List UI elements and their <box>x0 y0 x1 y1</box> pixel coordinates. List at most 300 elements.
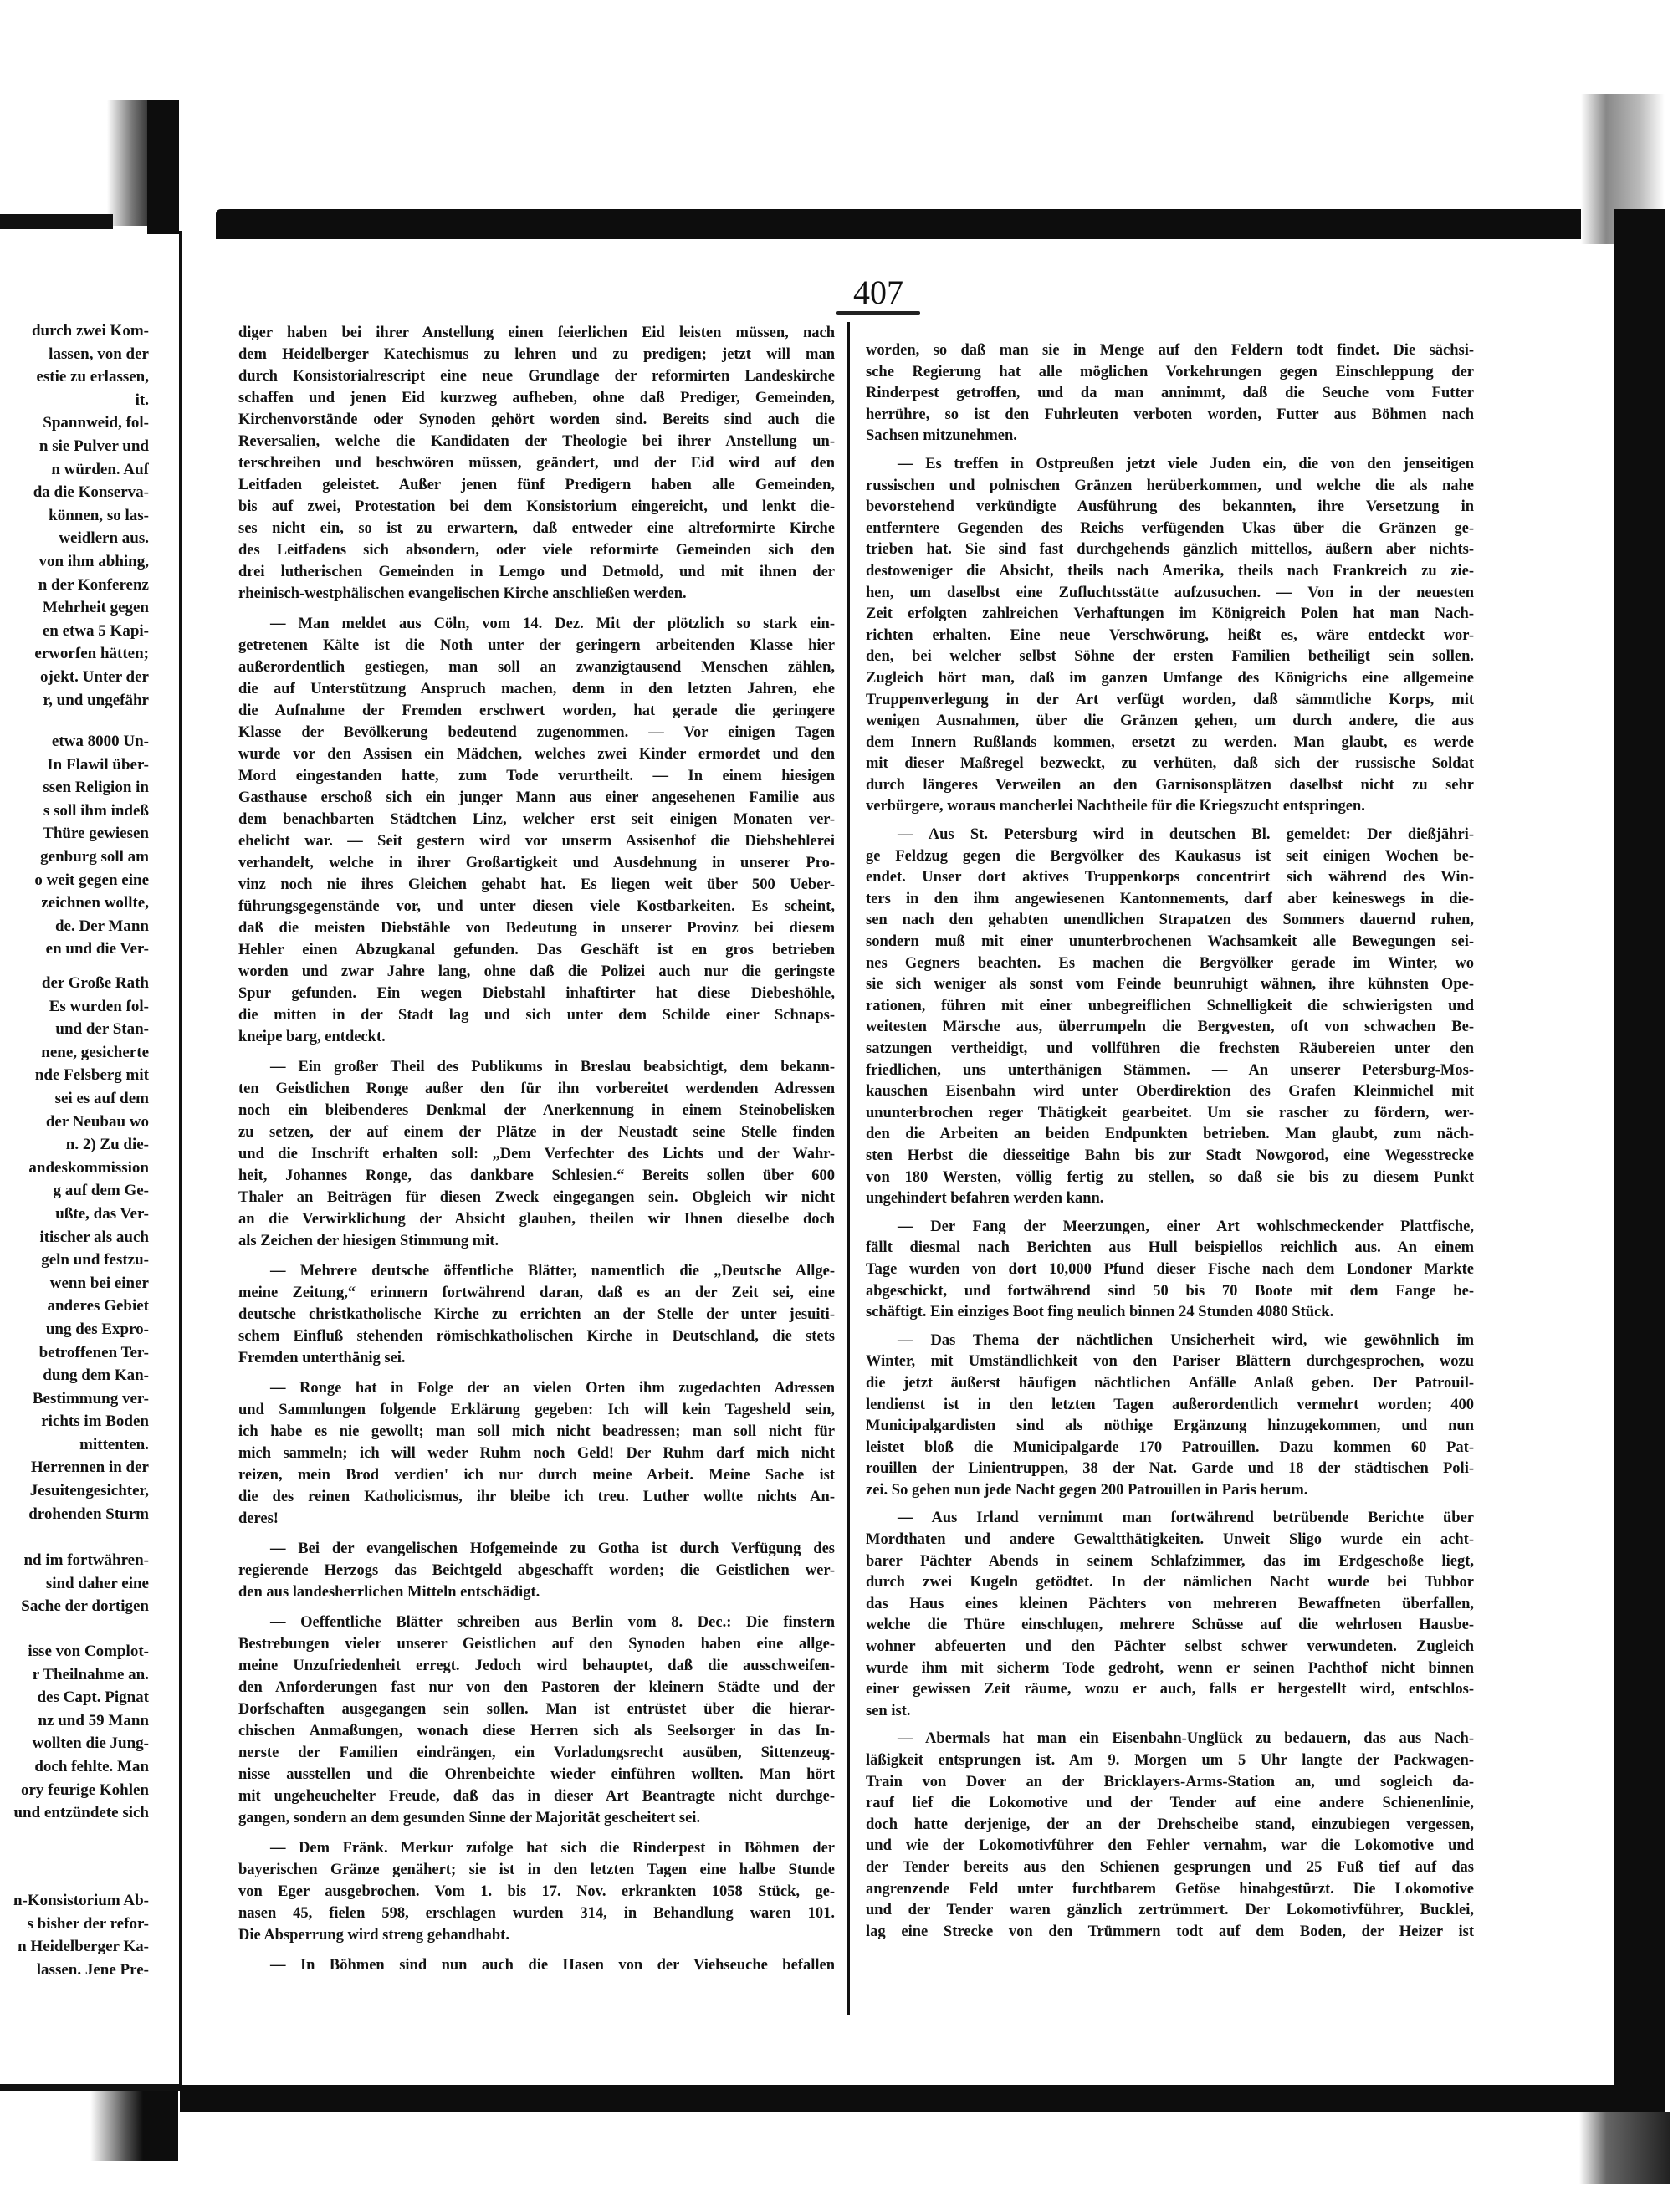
text-line: die des reinen Katholicismus, ihr bleibe ich treu. Luther wollte nichts An- <box>238 1489 835 1505</box>
text-line: und die Inschrift erhalten soll: „Dem Verfechter des Lichts und der Wahr- <box>238 1146 835 1162</box>
text-line-content: n der Konferenz <box>38 575 149 594</box>
text-line: — Dem Fränk. Merkur zufolge hat sich die Rinderpest in Böhmen der <box>270 1840 835 1857</box>
text-line <box>0 1226 149 1249</box>
news-paragraph <box>238 1837 835 1946</box>
text-line <box>0 1479 149 1503</box>
text-line: zu setzen, der auf einem der Plätze in der Neustadt seine Stelle finden <box>238 1124 835 1141</box>
text-line <box>0 343 149 366</box>
text-line: zei. So gehen nun jede Nacht gegen 200 Patrouillen in Paris herum. <box>866 1481 1308 1499</box>
text-line: worden und zwar Jahre lang, ohne daß die Polizei auch nur die geringste <box>238 963 835 980</box>
text-line-content: der Große Rath <box>41 974 149 992</box>
text-line <box>0 915 149 938</box>
text-line: ununterbrochen reger Thätigkeit gearbeitet. Um sie rascher zu fördern, wer- <box>866 1104 1474 1121</box>
text-line <box>0 389 149 412</box>
text-line: wohner abfeuerten und den Pächter selbst schwer verwundeten. Zugleich <box>866 1638 1474 1656</box>
text-line <box>0 1663 149 1687</box>
text-line-content: nene, gesicherte <box>41 1043 149 1061</box>
article-column-left <box>238 322 835 1976</box>
text-line: die Aufnahme der Fremden erschwert worden, hat gerade die geringere <box>238 702 835 719</box>
text-line <box>0 1433 149 1457</box>
text-line: sen nach den gehabten unendlichen Strapatzen des Sommers dauernd ruhen, <box>866 912 1474 929</box>
text-line: Thaler an Beiträgen für diesen Zweck eingegangen sein. Obgleich wir nicht <box>238 1189 835 1206</box>
text-line-content: Spannweid, fol- <box>43 414 149 432</box>
text-line: Municipalgardisten sind als nöthige Ergänzung hinzugekommen, und nun <box>866 1418 1474 1435</box>
text-line: nes Gegners beachten. Es machen die Bergvölker gerade im Winter, wo <box>866 954 1474 972</box>
text-line <box>0 1157 149 1180</box>
text-line: — Mehrere deutsche öffentliche Blätter, namentlich die „Deutsche Allge- <box>270 1263 835 1280</box>
text-line-content: geln und festzu- <box>41 1251 149 1269</box>
text-line <box>0 972 149 995</box>
news-paragraph <box>866 825 1474 1210</box>
text-line: sten Herbst die diesseitige Bahn bis zur Stadt Nowgorod, eine Wegesstrecke <box>866 1147 1474 1164</box>
text-line-content: Jesuitengesichter, <box>29 1482 149 1500</box>
text-line-content: nd im fortwähren- <box>23 1551 149 1569</box>
text-line: nasen 45, fielen 598, erschlagen wurden 314, in Behandlung waren 101. <box>238 1905 835 1922</box>
text-line-content: etwa 8000 Un- <box>51 733 149 750</box>
text-line: heit, Johannes Ronge, das dankbare Schlesien.“ Bereits sollen über 600 <box>238 1167 835 1184</box>
text-line <box>0 1959 149 1982</box>
text-line <box>0 1503 149 1526</box>
text-line: nerste der Familien eindrängen, ein Vorladungsrecht ausüben, Sittenzeug- <box>238 1745 835 1761</box>
text-line: dem benachbarten Städtchen Linz, welcher erst seit einigen Monaten ver- <box>238 811 835 828</box>
text-line: ehelicht war. — Seit gestern wird vor unserm Assisenhof die Diebshehlerei <box>238 833 835 850</box>
text-line: verbürgere, woraus mancherlei Nachtheile für die Kriegszucht entspringen. <box>866 798 1365 815</box>
text-line <box>0 1295 149 1318</box>
text-fragment-group <box>0 972 149 1525</box>
text-line: mich sammeln; ich will weder Ruhm noch Geld! Der Ruhm darf mich nicht <box>238 1445 835 1462</box>
text-line: drei lutherischen Gemeinden in Lemgo und Detmold, und mit ihnen der <box>238 564 835 580</box>
text-line <box>0 319 149 343</box>
text-line <box>0 1272 149 1295</box>
text-line <box>0 365 149 389</box>
text-line-content: it. <box>135 391 149 409</box>
text-line-content: en etwa 5 Kapi- <box>42 621 149 640</box>
text-line: deres! <box>238 1510 279 1527</box>
text-line: rheinisch-westphälischen evangelischen Kirche anschließen werden. <box>238 585 687 602</box>
text-line-content: doch fehlte. Man <box>34 1757 149 1775</box>
text-line: rationen, führen mit einer unbegreiflichen Schnelligkeit die schwierigsten und <box>866 997 1474 1014</box>
text-line: ungehindert befahren werden kann. <box>866 1190 1104 1208</box>
text-fragment-group <box>0 1889 149 1981</box>
text-line: schaffen und jenen Eid kurzweg aufheben, ohne daß Prediger, Gemeinden, <box>238 390 835 406</box>
text-line <box>0 596 149 620</box>
text-line: durch zwei Kugeln getödtet. In der nämlichen Nacht wurde bei Tubbor <box>866 1574 1474 1591</box>
text-line <box>0 1935 149 1959</box>
text-line: terschreiben und beschwören müssen, geändert, und der Eid wird auf den <box>238 455 835 472</box>
text-line: die mitten in der Stadt lag und sich unter dem Schilde einer Schnaps- <box>238 1007 835 1024</box>
text-line: regierende Herzogs das Beichtgeld abgeschafft worden; die Geistlichen wer- <box>238 1562 835 1579</box>
text-line: Truppenverlegung in der Art verfügt worden, daß sämmtliche Korps, mit <box>866 691 1474 708</box>
text-line: dem Innern Rußlands kommen, ersetzt zu werden. Man glaubt, es werde <box>866 733 1474 751</box>
text-line-content: n würden. Auf <box>51 460 149 478</box>
text-line: das Haus eines kleinen Pächters von mehreren Bewaffneten überfallen, <box>866 1595 1474 1612</box>
text-line-content: mittenten. <box>79 1435 149 1453</box>
text-line-content: r Theilnahme an. <box>32 1665 149 1683</box>
text-line-content: von ihm abhing, <box>38 552 149 570</box>
text-line: angrenzende Feld unter furchtbarem Getöse hinabgestürzt. Die Lokomotive <box>866 1880 1474 1898</box>
text-line: chischen Anmaßungen, wonach diese Herren sich als Seelsorger in das In- <box>238 1723 835 1739</box>
text-line-content: Mehrheit gegen <box>42 599 149 617</box>
text-line <box>0 845 149 869</box>
text-line <box>0 1203 149 1226</box>
text-line: — Bei der evangelischen Hofgemeinde zu Gotha ist durch Verfügung des <box>270 1540 835 1557</box>
text-line-content: Sache der dortigen <box>21 1597 149 1616</box>
text-line: gangen, sondern an dem gesunden Sinne der Majorität gescheitert sei. <box>238 1810 701 1826</box>
news-paragraph <box>238 1538 835 1603</box>
text-line: kauschen Eisenbahn wird unter Oberdirektion des Grafen Kleinmichel mit <box>866 1083 1474 1101</box>
text-fragment-group <box>0 1549 149 1618</box>
text-line: einer gewissen Zeit räume, wozu er auch, falls er hergestellt wird, entschlos- <box>866 1681 1474 1699</box>
text-line: deutsche christkatholische Kirche zu errichten an der Stelle der unter jesuiti- <box>238 1306 835 1323</box>
text-line: Gasthause erschoß sich ein junger Mann aus einer angesehenen Familie aus <box>238 789 835 806</box>
text-line: ses nicht ein, so ist zu erwartern, daß entweder eine altreformirte Kirche <box>238 520 835 537</box>
text-line: nisse ausstellen und die Ohrenbeichte wieder einführen wollten. Man hört <box>238 1766 835 1783</box>
text-line-content: ung des Expro- <box>45 1320 149 1338</box>
news-paragraph <box>238 322 835 605</box>
text-line: schäftigt. Ein einziges Boot fing neulich binnen 24 Stunden 4080 Stück. <box>866 1304 1334 1321</box>
text-line: verhandelt, welche in ihrer Großartigkeit und Ausdehnung in unserer Pro- <box>238 855 835 871</box>
text-line: wurde vor den Assisen ein Mädchen, welches zwei Kinder ermordet und den <box>238 746 835 763</box>
text-line <box>0 1064 149 1087</box>
text-line: den aus landesherrlichen Mitteln entschädigt. <box>238 1584 540 1601</box>
text-line <box>0 891 149 915</box>
text-line-content: itischer als auch <box>39 1228 149 1246</box>
text-line: Tage wurden von dort 10,000 Pfund dieser Fische nach dem Londoner Markte <box>866 1260 1474 1278</box>
text-line: die jetzt äußerst häufigen nächtlichen Anfälle Anlaß geben. Der Patrouil- <box>866 1374 1474 1392</box>
text-line: ich habe es nie gewollt; man soll mich nicht beadressen; man soll nicht für <box>238 1423 835 1440</box>
text-line-content: weidlern aus. <box>59 529 149 548</box>
text-line: Winter, mit Umständlichkeit von den Pariser Blättern durchgesprochen, wozu <box>866 1353 1474 1371</box>
text-line <box>0 1041 149 1065</box>
text-line: trieben hat. Sie sind fast durchgehends gänzlich mittellos, äußern aber nichts- <box>866 541 1474 559</box>
text-line: läßigkeit entsprungen ist. Am 9. Morgen um 5 Uhr langte der Packwagen- <box>866 1752 1474 1769</box>
text-line-content: s soll ihm indeß <box>43 801 149 820</box>
text-line <box>0 642 149 666</box>
text-line: destoweniger die Absicht, theils nach Amerika, theils nach Frankreich zu zie- <box>866 562 1474 580</box>
text-line <box>0 1111 149 1134</box>
text-line <box>0 1709 149 1733</box>
text-line-content: können, so las- <box>49 506 149 524</box>
text-line <box>0 1801 149 1825</box>
text-line-content: da die Konserva- <box>33 483 149 502</box>
text-line: bayerischen Gränze genähert; sie ist in den letzten Tagen eine halbe Stunde <box>238 1862 835 1878</box>
text-line: meine Zeitung,“ erinnern fortwährend daran, daß es an der Zeit sei, eine <box>238 1285 835 1301</box>
column-divider <box>847 322 850 2015</box>
text-line-content: Herrennen in der <box>30 1458 149 1477</box>
scan-border-bottom <box>180 2085 1619 2112</box>
text-line: daß die meisten Diebstähle von Bedeutung in unserer Provinz bei diesem <box>238 920 835 937</box>
text-line: wenigen Ausnahmen, über die Gränzen gehen, um durch andere, die aus <box>866 713 1474 730</box>
text-line-content: estie zu erlassen, <box>36 368 149 386</box>
text-line: an die Verwirklichung der Absicht glauben, theilen wir Ihnen dieselbe doch <box>238 1211 835 1228</box>
text-line <box>0 1755 149 1779</box>
text-line-content: nz und 59 Mann <box>38 1711 149 1729</box>
text-line: diger haben bei ihrer Anstellung einen feierlichen Eid leisten müssen, nach <box>238 324 835 341</box>
news-paragraph <box>866 1331 1474 1502</box>
text-line: russischen und polnischen Gränzen herüberkommen, und welche die als nahe <box>866 477 1474 494</box>
news-paragraph <box>866 1508 1474 1722</box>
text-line <box>0 1686 149 1709</box>
news-paragraph <box>238 613 835 1048</box>
text-line: Spur gefunden. Ein wegen Diebstahl inhaftirter hat diese Diebeshöhle, <box>238 985 835 1002</box>
text-line <box>0 937 149 961</box>
text-line <box>0 1640 149 1663</box>
text-line <box>0 1133 149 1157</box>
text-fragment-group <box>0 730 149 961</box>
text-line: endet. Unser dort aktives Truppenkorps concentrirt sich während des Win- <box>866 869 1474 886</box>
news-paragraph <box>238 1260 835 1369</box>
text-line: führungsgegenstände vor, und unter diesen viele Kostbarkeiten. Es scheint, <box>238 898 835 915</box>
text-line-content: n-Konsistorium Ab- <box>13 1892 149 1909</box>
text-line-content: en und die Ver- <box>45 940 149 958</box>
text-line-content: erworfen hätten; <box>34 645 149 663</box>
text-line: durch Konsistorialrescript eine neue Grundlage der reformirten Landeskirche <box>238 368 835 385</box>
news-paragraph <box>866 340 1474 447</box>
text-line: ten Geistlichen Ronge außer den für ihn vorbereitet werdenden Adressen <box>238 1080 835 1097</box>
text-line: Zeit erfolgten zahlreichen Verhaftungen im Königreich Polen hat man Nach- <box>866 605 1474 623</box>
text-line: satzungen vertheidigt, und vollführen die frechsten Räubereien unter den <box>866 1040 1474 1057</box>
page-number: 407 <box>853 273 903 311</box>
text-line: reizen, mein Brod verdien' ich nur durch meine Arbeit. Meine Sache ist <box>238 1467 835 1484</box>
text-line: mit ungeheuchelter Freude, daß das in dieser Art Beantragte nicht durchge- <box>238 1788 835 1805</box>
text-line: friedlichen, uns unterthänigen Stämmen. — An unserer Petersburg-Mos- <box>866 1061 1474 1079</box>
text-line: durch längeres Verweilen an den Garnisonsplätzen daselbst nicht zu sehr <box>866 776 1474 794</box>
text-line <box>0 1341 149 1365</box>
text-line <box>0 435 149 458</box>
text-line: — Ronge hat in Folge der an vielen Orten ihm zugedachten Adressen <box>270 1380 835 1397</box>
news-paragraph <box>238 1612 835 1829</box>
page-number-rule <box>836 311 920 315</box>
news-paragraph <box>866 454 1474 818</box>
text-line: — Abermals hat man ein Eisenbahn-Unglück zu bedauern, das aus Nach- <box>898 1730 1474 1748</box>
text-line-content: ory feurige Kohlen <box>20 1780 149 1799</box>
text-line: außerordentlich gestiegen, man soll an zwanzigtausend Menschen zählen, <box>238 659 835 676</box>
news-paragraph <box>238 1954 835 1976</box>
text-line: den Anforderungen fast nur von den Pastoren der kleinern Städte und der <box>238 1679 835 1696</box>
text-line: getretenen Kälte ist die Noth unter der geringern arbeitenden Klasse hier <box>238 637 835 654</box>
text-line: mit dieser Maßregel bezweckt, zu verhüten, daß sich der russische Soldat <box>866 755 1474 773</box>
text-line <box>0 1913 149 1936</box>
text-line-content: sind daher eine <box>45 1574 149 1592</box>
article-column-right <box>866 340 1474 1943</box>
text-line: Fremden unterthänig sei. <box>238 1350 406 1367</box>
text-line-content: ojekt. Unter der <box>40 667 149 686</box>
text-line: — Es treffen in Ostpreußen jetzt viele Juden ein, die von den jenseitigen <box>898 455 1474 473</box>
scan-edge-shadow-bottom-right <box>1579 2112 1670 2184</box>
text-line: sondern muß mit einer ununterbrochenen Wachsamkeit alle Bewegungen sei- <box>866 933 1474 951</box>
text-line: fällt diesmal nach Berichten aus Hull beispiellos reichlich aus. An einem <box>866 1239 1474 1257</box>
text-line-content: sei es auf dem <box>54 1089 149 1107</box>
news-paragraph <box>866 1729 1474 1943</box>
page-gutter-edge <box>147 100 179 234</box>
text-line-content: wollten die Jung- <box>32 1734 149 1753</box>
text-line: bevorstehend verkündigte Ausführung des bekannten, ihre Versetzung in <box>866 498 1474 516</box>
text-line <box>0 1410 149 1433</box>
text-line-content: richts im Boden <box>41 1413 149 1431</box>
text-line-content: lassen, von der <box>49 345 149 363</box>
text-line-content: andeskommission <box>28 1158 149 1177</box>
text-line: Hehler einen Abzugkanal gefunden. Das Geschäft ist en gros betrieben <box>238 942 835 958</box>
text-line: Mord eingestanden hatte, zum Tode verurtheilt. — In einem hiesigen <box>238 768 835 784</box>
text-line <box>0 1549 149 1572</box>
text-line-content: zeichnen wollte, <box>41 894 149 912</box>
text-line: dem Heidelberger Katechismus zu lehren und zu predigen; jetzt will man <box>238 346 835 363</box>
text-fragment-group <box>0 1640 149 1825</box>
text-line: welche die Thüre einschlugen, mehrere Schüsse auf die wehrlosen Hausbe- <box>866 1617 1474 1634</box>
previous-page-column-fragment <box>0 0 149 2091</box>
text-line: den die Arbeiten an beiden Endpunkten betrieben. Man glaubt, zum näch- <box>866 1126 1474 1143</box>
text-line: Dorfschaften ausgegangen sein sollen. Man ist entrüstet über die hierar- <box>238 1701 835 1718</box>
text-fragment-group <box>0 319 149 712</box>
text-line <box>0 411 149 435</box>
text-line: ge Feldzug gegen die Bergvölker des Kaukasus ist seit einigen Wochen be- <box>866 847 1474 865</box>
text-line <box>0 1087 149 1111</box>
text-line <box>0 1779 149 1802</box>
text-line: — Das Thema der nächtlichen Unsicherheit wird, wie gewöhnlich im <box>898 1331 1474 1349</box>
text-line: — Der Fang der Meerzungen, einer Art wohlschmeckender Plattfische, <box>898 1218 1474 1235</box>
text-line: als Zeichen der hiesigen Stimmung mit. <box>238 1233 499 1249</box>
text-line <box>0 550 149 574</box>
text-line: Rinderpest getroffen, und da man annimmt, daß die Seuche vom Futter <box>866 385 1474 402</box>
text-line: — In Böhmen sind nun auch die Hasen von der Viehseuche befallen <box>270 1957 835 1974</box>
text-line: worden, so daß man sie in Menge auf den Feldern todt findet. Die sächsi- <box>866 342 1474 359</box>
text-line: den, bei welcher selbst Söhne der ersten Familien betheiligt sein sollen. <box>866 648 1474 666</box>
text-line <box>0 481 149 504</box>
text-line: wurde ihm mit sicherm Tode gedroht, wenn er seinen Pachthof nicht binnen <box>866 1659 1474 1677</box>
text-line <box>0 799 149 823</box>
text-line <box>0 1179 149 1203</box>
text-line-content: r, und ungefähr <box>43 691 149 709</box>
news-paragraph <box>866 1217 1474 1324</box>
text-line: Bestrebungen vieler unserer Geistlichen auf den Synoden haben eine allge- <box>238 1636 835 1653</box>
text-line: Sachsen mitzunehmen. <box>866 427 1017 445</box>
page-gutter-shadow-bottom <box>90 2091 178 2161</box>
text-line: leistet bloß die Municipalgarde 170 Patrouillen. Dazu kommen 60 Pat- <box>866 1438 1474 1456</box>
text-line <box>0 1318 149 1341</box>
text-line-content: dung dem Kan- <box>43 1367 149 1385</box>
text-line: lendienst ist in den letzten Tagen außerordentlich vermehrt worden; 400 <box>866 1396 1474 1413</box>
text-line: rauf lief die Lokomotive und der Tender auf eine andere Schienenlinie, <box>866 1795 1474 1812</box>
text-line: von Eger ausgebrochen. Vom 1. bis 17. Nov. erkrankten 1058 Stück, ge- <box>238 1883 835 1900</box>
text-line <box>0 620 149 643</box>
text-line-content: der Neubau wo <box>45 1112 149 1131</box>
text-line: hen, um daselbst eine Zufluchtsstätte aufzusuchen. — Von in der neuesten <box>866 584 1474 601</box>
text-line <box>0 776 149 799</box>
text-line: weitesten Märsche aus, überrumpeln die Bergvesten, oft von schwachen Be- <box>866 1019 1474 1036</box>
text-line: — Aus St. Petersburg wird in deutschen Bl. gemeldet: Der dießjähri- <box>898 826 1474 844</box>
text-line <box>0 1732 149 1755</box>
text-line: meine Unzufriedenheit erregt. Jedoch wird behauptet, daß die ausschweifen- <box>238 1658 835 1674</box>
text-line-content: g auf dem Ge- <box>53 1182 149 1200</box>
text-line: barer Pächter Abends in seinem Schlafzimmer, das im Erdgeschoße liegt, <box>866 1552 1474 1570</box>
text-line <box>0 574 149 597</box>
text-line-content: de. Der Mann <box>54 917 149 935</box>
text-line <box>0 527 149 550</box>
text-line <box>0 754 149 777</box>
text-line: und der Tender waren gänzlich zertrümmert. Der Lokomotivführer, Bucklei, <box>866 1902 1474 1919</box>
text-line-content: ußte, das Ver- <box>55 1204 149 1223</box>
text-line-content: anderes Gebiet <box>47 1297 149 1315</box>
text-line: — Oeffentliche Blätter schreiben aus Berlin vom 8. Dec.: Die finstern <box>270 1614 835 1631</box>
text-line: bis auf zwei, Protestation bei dem Konsistorium eingereicht, und lenkt die- <box>238 498 835 515</box>
text-line-content: und der Stan- <box>55 1020 149 1039</box>
text-line <box>0 458 149 482</box>
text-line <box>0 689 149 713</box>
text-line: des Leitfadens sich absondern, oder viele reformirte Gemeinden sich den <box>238 542 835 559</box>
text-line-content: s bisher der refor- <box>27 1914 149 1933</box>
text-line <box>0 730 149 754</box>
text-line: Train von Dover an der Bricklayers-Arms-Station an, und sogleich da- <box>866 1773 1474 1791</box>
text-line: sen ist. <box>866 1702 911 1719</box>
text-line <box>0 869 149 892</box>
text-line <box>0 666 149 689</box>
text-line <box>0 822 149 845</box>
text-line <box>0 1595 149 1618</box>
text-line-content: Thüre gewiesen <box>43 825 149 843</box>
text-line: schem Einfluß stehenden römischkatholischen Kirche in Deutschland, die stets <box>238 1328 835 1345</box>
text-line-content: n Heidelberger Ka- <box>18 1938 149 1956</box>
text-line-content: nde Felsberg mit <box>34 1066 149 1085</box>
text-line-content: und entzündete sich <box>13 1804 149 1822</box>
text-line: Kirchenvorstände oder Synoden gehört worden sind. Bereits sind auch die <box>238 411 835 428</box>
text-line: rouillen der Linientruppen, 38 der Nat. Garde und 18 der städtischen Poli- <box>866 1460 1474 1478</box>
text-line-content: o weit gegen eine <box>34 871 149 889</box>
text-line-content: drohenden Sturm <box>28 1504 149 1523</box>
text-line: — Aus Irland vernimmt man fortwährend betrübende Berichte über <box>898 1510 1474 1527</box>
text-line: sche Regierung hat alle möglichen Vorkehrungen gegen Einschleppung der <box>866 363 1474 381</box>
text-line <box>0 1364 149 1387</box>
text-line: und wie der Lokomotivführer den Fehler vernahm, war die Lokomotive und <box>866 1837 1474 1855</box>
text-line <box>0 1249 149 1272</box>
text-line-content: Es wurden fol- <box>49 997 149 1015</box>
text-line <box>0 1456 149 1479</box>
text-line <box>0 1018 149 1041</box>
text-line-content: n. 2) Zu die- <box>65 1136 149 1154</box>
text-line-content: Bestimmung ver- <box>32 1389 149 1407</box>
text-line-content: lassen. Jene Pre- <box>36 1960 149 1979</box>
text-line <box>0 1572 149 1596</box>
text-line: von 180 Wersten, völlig fertig zu stellen, so daß sie bis zu diesem Punkt <box>866 1168 1474 1186</box>
text-line: sie sich weniger als sonst vom Feinde beunruhigt wähnen, ihre kühnsten Ope- <box>866 976 1474 994</box>
text-line: abgeschickt, und fortwährend sind 50 bis 70 Boote mit dem Fange be- <box>866 1282 1474 1300</box>
text-line <box>0 995 149 1019</box>
text-line-content: n sie Pulver und <box>38 437 149 455</box>
text-line: Zugleich hört man, daß im ganzen Umfange des Königrichs eine allgemeine <box>866 669 1474 687</box>
text-line-content: wenn bei einer <box>49 1274 149 1292</box>
text-line-content: genburg soll am <box>40 847 149 866</box>
text-line: lag eine Strecke von den Trümmern todt auf dem Boden, der Heizer ist <box>866 1923 1474 1940</box>
text-line <box>0 1889 149 1913</box>
text-line: kneipe barg, entdeckt. <box>238 1029 386 1045</box>
scan-border-top <box>216 209 1621 239</box>
text-line <box>0 504 149 528</box>
text-line: doch hatte derjenige, der an der Drehscheibe stand, einzubiegen vergessen, <box>866 1816 1474 1833</box>
text-line <box>0 1387 149 1411</box>
text-line-content: In Flawil über- <box>47 755 149 774</box>
text-line: ters in den ihm angewiesenen Kantonnements, darf aber keineswegs in die- <box>866 890 1474 907</box>
text-line: Reversalien, welche die Kandidaten der Theologie bei ihrer Anstellung un- <box>238 433 835 450</box>
page-edge-line <box>179 231 182 2086</box>
text-line: der Tender bereits aus den Schienen gesprungen und 25 Fuß tief auf das <box>866 1858 1474 1876</box>
scan-border-right <box>1614 209 1665 2116</box>
text-line: Klasse der Bevölkerung bedeutend zugenommen. — Vor einigen Tagen <box>238 724 835 741</box>
text-line: noch ein bleibenderes Denkmal der Anerkennung in einem Steinobelisken <box>238 1102 835 1119</box>
text-line-content: des Capt. Pignat <box>37 1688 149 1707</box>
news-paragraph <box>238 1377 835 1530</box>
text-line: Leitfaden geleistet. Außer jenen fünf Predigern haben alle Gemeinden, <box>238 477 835 493</box>
text-line: Die Absperrung wird streng gehandhabt. <box>238 1927 509 1944</box>
text-line: die auf Unterstützung Anspruch machen, denn in den letzten Jahren, ehe <box>238 681 835 697</box>
